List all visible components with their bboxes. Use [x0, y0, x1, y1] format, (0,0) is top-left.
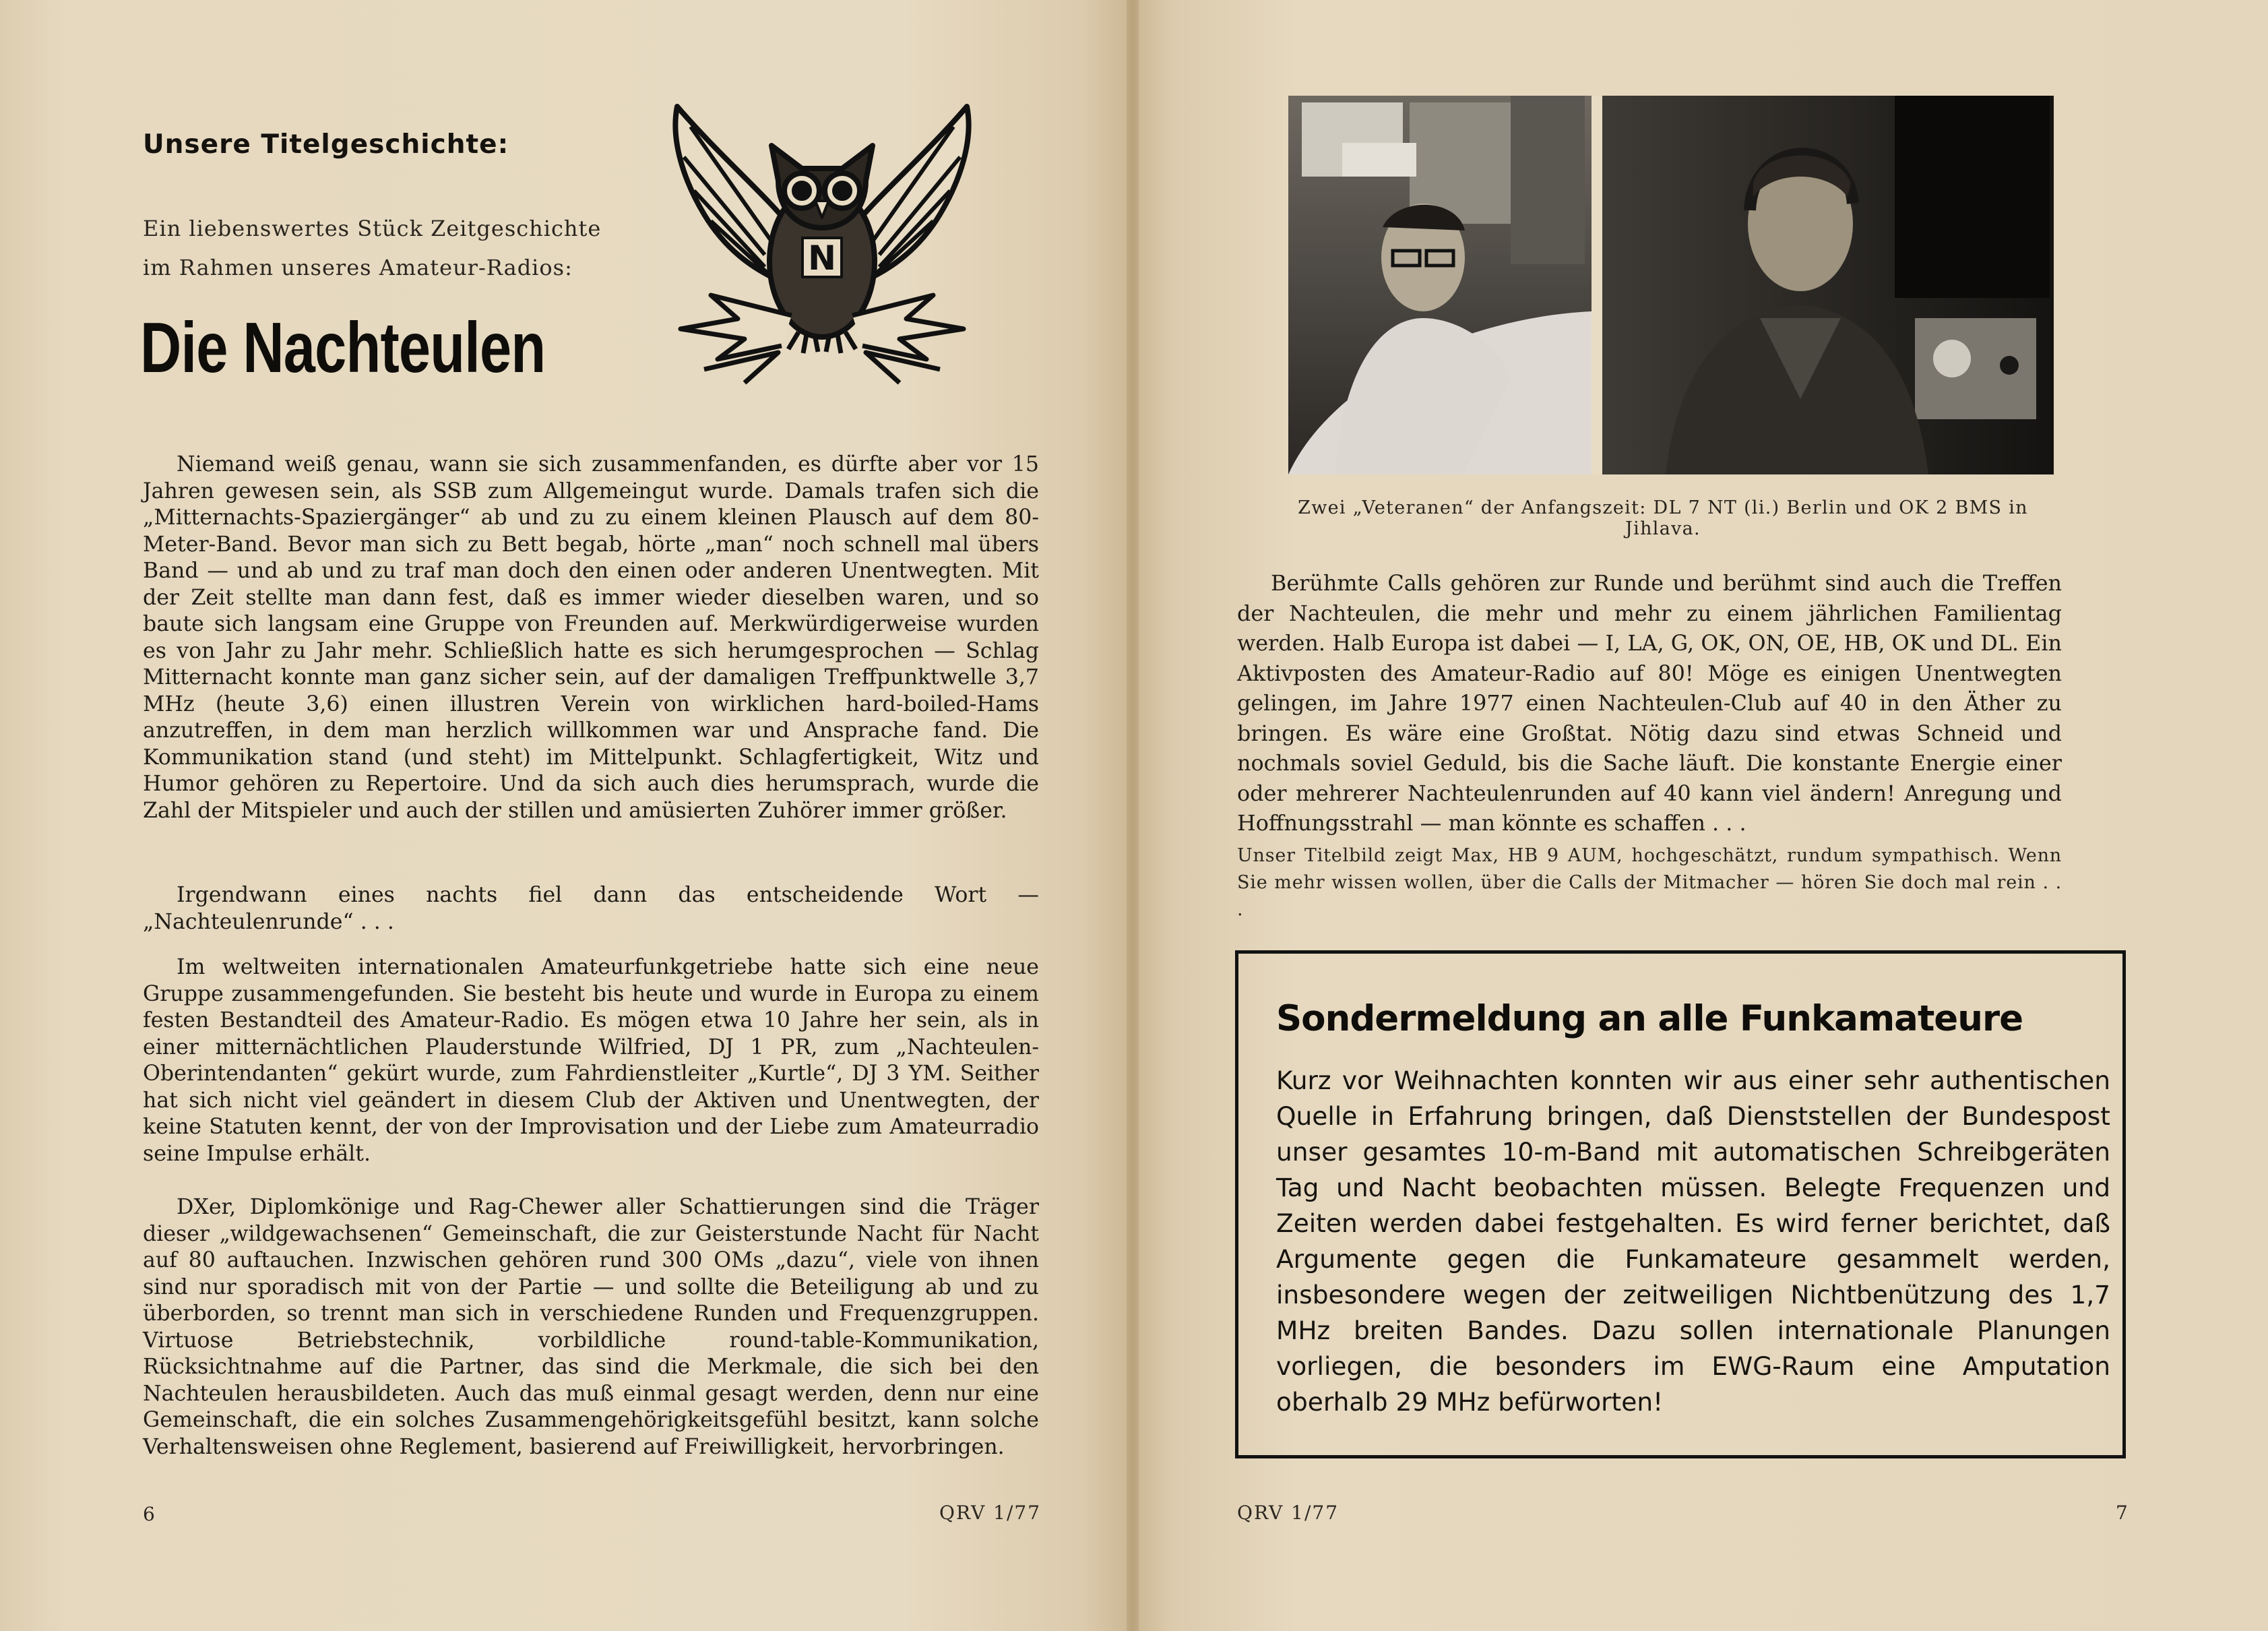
article-paragraph-2: Irgendwann eines nachts fiel dann das entscheidende Wort — „Nachteulenrunde“ . . .	[143, 883, 1039, 934]
page-number-left: 6	[143, 1503, 155, 1525]
issue-label-right: QRV 1/77	[1237, 1502, 1340, 1524]
article-paragraph-3: Im weltweiten internationalen Amateurfunkgetriebe hatte sich eine neue Gruppe zusammengefunden. Sie besteht bis heute und wurde in Europa zu einem festen Bestandteil des Amateur-Radio. Es mögen etwa 10 Jahre her sein, als in einer mitternächtlichen Plauderstunde Wilfried, DJ 1 PR, zum „Nachteulen-Oberintendanten“ gekürt wurde, zum Fahrdienstleiter „Kurtle“, DJ 3 YM. Seither hat sich nicht viel geändert in diesem Club der Aktiven und Unentwegten, der keine Statuten kennt, der von der Improvisation und der Liebe zum Amateurradio seine Impulse erhält.	[143, 955, 1039, 1166]
announcement-title: Sondermeldung an alle Funkamateure	[1276, 998, 2023, 1039]
photo-caption: Zwei „Veteranen“ der Anfangszeit: DL 7 NT (li.) Berlin und OK 2 BMS in Jihlava.	[1298, 497, 2028, 539]
article-paragraph-1: Niemand weiß genau, wann sie sich zusammenfanden, es dürfte aber vor 15 Jahren gewesen sein, als SSB zum Allgemeingut wurde. Damals trafen sich die „Mitternachts-Spaziergänger“ ab und zu zu einem kleinen Plausch auf dem 80-Meter-Band. Bevor man sich zu Bett begab, hörte „man“ noch schnell mal übers Band — und ab und zu traf man doch den einen oder anderen Unentwegten. Mit der Zeit stellte man dann fest, daß es immer wieder dieselben waren, und so baute sich langsam eine Gruppe von Freunden auf. Merkwürdigerweise wurden es von Jahr zu Jahr mehr. Schließlich hatte es sich herumgesprochen — Schlag Mitternacht konnte man ganz sicher sein, auf der damaligen Treffpunktwelle 3,7 MHz (heute 3,6) einen illustren Verein von wirklichen hard-boiled-Hams anzutreffen, in dem man herzlich willkommen war und Ansprache fand. Die Kommunikation stand (und steht) im Mittelpunkt. Schlagfertigkeit, Witz und Humor gehören zu Repertoire. Und da sich auch dies herumsprach, wurde die Zahl der Mitspieler und auch der stillen und amüsierten Zuhörer immer größer.	[143, 452, 1039, 823]
left-page	[0, 0, 1127, 1631]
issue-label-left: QRV 1/77	[939, 1502, 1042, 1524]
story-kicker: Unsere Titelgeschichte:	[143, 129, 509, 160]
owl-with-lightning-icon	[664, 93, 980, 398]
article-paragraph-4: DXer, Diplomkönige und Rag-Chewer aller Schattierungen sind die Träger dieser „wildgewachsenen“ Gemeinschaft, die zur Geisterstunde Nacht für Nacht auf 80 auftauchen. Inzwischen gehören rund 300 OMs „dazu“, viele von ihnen sind nur sporadisch mit von der Partie — und sollte die Beteiligung ab und zu überborden, so trennt man sich in verschiedene Runden und Frequenzgruppen. Virtuose Betriebstechnik, vorbildliche round-table-Kommunikation, Rücksichtnahme auf die Partner, das sind die Merkmale, die sich bei den Nachteulen herausbildeten. Auch das muß einmal gesagt werden, denn nur eine Gemeinschaft, die ein solches Zusammengehörigkeitsgefühl besitzt, kann solche Verhaltensweisen ohne Reglement, basierend auf Freiwilligkeit, hervorbringen.	[143, 1195, 1039, 1459]
special-announcement-box	[1235, 950, 2126, 1458]
announcement-text: Kurz vor Weihnachten konnten wir aus einer sehr authentischen Quelle in Erfahrung bringen, daß Dienststellen der Bundespost unser gesamtes 10-m-Band mit automatischen Schreibgeräten Tag und Nacht beobachten müssen. Belegte Frequenzen und Zeiten werden dabei festgehalten. Es wird ferner berichtet, daß Argumente gegen die Funkamateure gesammelt werden, insbesondere wegen der zeitweiligen Nichtbenützung des 1,7 MHz breiten Bandes. Dazu sollen internationale Planungen vorliegen, die besonders im EWG-Raum eine Amputation oberhalb 29 MHz befürworten!	[1276, 1066, 2110, 1417]
story-intro	[143, 209, 601, 287]
two-radio-operators-photo	[1288, 96, 2054, 474]
page-number-right: 7	[2116, 1502, 2128, 1524]
right-page	[1139, 0, 2268, 1631]
right-paragraph: Berühmte Calls gehören zur Runde und berühmt sind auch die Treffen der Nachteulen, die mehr und mehr zu einem jährlichen Familientag werden. Halb Europa ist dabei — I, LA, G, OK, ON, OE, HB, OK und DL. Ein Aktivposten des Amateur-Radio auf 80! Möge es einigen Unentwegten gelingen, im Jahre 1977 einen Nachteulen-Club auf 40 in den Äther zu bringen. Es wäre eine Großtat. Nötig dazu sind etwas Schneid und nochmals soviel Geduld, bis die Sache läuft. Die konstante Energie einer oder mehrerer Nachteulenrunden auf 40 kann viel ändern! Anregung und Hoffnungsstrahl — man könnte es schaffen . . .	[1237, 571, 2062, 836]
logo-letter: N	[808, 239, 836, 278]
cover-note: Unser Titelbild zeigt Max, HB 9 AUM, hochgeschätzt, rundum sympathisch. Wenn Sie mehr wissen wollen, über die Calls der Mitmacher — hören Sie doch mal rein . . .	[1237, 845, 2062, 920]
article-headline: Die Nachteulen	[140, 308, 546, 388]
intro-line-1: Ein liebenswertes Stück Zeitgeschichte	[143, 216, 602, 241]
intro-line-2: im Rahmen unseres Amateur-Radios:	[143, 255, 573, 280]
